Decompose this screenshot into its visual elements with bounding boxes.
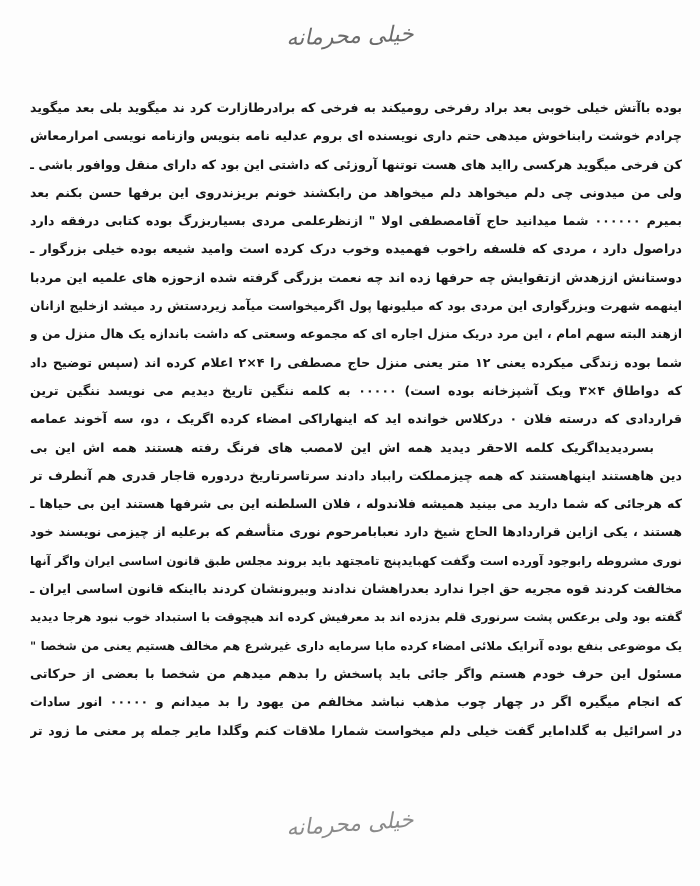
text-line: نوری مشروطه رابوجود آورده است وگفت کهبایدپنج تامجتهد باید بروند مجلس طبق قانون اساسی ایران واگر آنها	[30, 553, 682, 568]
text-line: بسردیدیداگریک کلمه الاحقر دیدید همه اش این لامصب های فرنگ رفته هستند همه اش این بی	[30, 439, 654, 455]
text-line: اینهمه شهرت وبزرگواری این مردی بود که میلیونها پول اگرمیخواست میآمد زیردستش رد میشد ازخلیج ازانان	[30, 299, 682, 314]
text-line: ازهند البته سهم امام ، این مرد دریک منزل اجاره ای که مجموعه وسعتی که داشت باندازه یک هال منزل من و	[30, 327, 682, 342]
text-line: که انجام میگیره اگر در چهار چوب مذهب نباشد مخالفم من یهود را بد میدانم و ۰۰۰۰۰ انور سادات	[30, 694, 682, 710]
text-line: دراصول دارد ، مردی که فلسفه راخوب فهمیده وخوب درک کرده است وامید شیعه بوده خیلی بزرگوار ـ	[30, 241, 682, 257]
text-line: دین هاهستند اینهاهستند که همه چیزمملکت رابباد دادند سرتاسرتاریخ دردوره قاجار قدری هم آنطرف تر	[30, 467, 682, 483]
text-line: مسئول این حرف خودم هستم واگر جائی باید پاسخش را بدهم میدهم من شخصا با بعضی از حرکاتی	[30, 665, 682, 681]
text-line: در اسرائیل به گلدامایر گفت خیلی دلم میخواست شمارا ملاقات کنم وگلدا مایر جمله پر معنی ما زود تر	[30, 722, 682, 738]
text-line: گفته بود ولی برعکس پشت سرنوری قلم بدزده اند بد معرفیش کرده اند هیچوقت با استبداد خوب نبود هرجا دیدید	[30, 610, 682, 625]
text-line: ولی من میدونی چی دلم میخواهد دلم میخواهد من رابکشند خونم بریزندروی این برفها حسن بکنم بعد	[30, 184, 682, 200]
text-line: هستند ، یکی ازاین قراردادها الحاج شیخ دارد نعبابامرحوم نوری متأسفم که برعلیه از چیزمی نویسند خود	[30, 524, 682, 540]
header-confidential-stamp: خیلی محرمانه	[285, 21, 415, 52]
footer-confidential-stamp: خیلی محرمانه	[285, 807, 415, 842]
text-line: کن فرخی میگوید هرکسی رااید های هست توتنها آروزئی که داشتی این بود که دارای منقل ووافور باشی ـ	[30, 156, 682, 172]
text-line: بوده باآتش خیلی خوبی بعد براد رفرخی رومیکند به فرخی که برادرطازارت کرد ند میگوید بلی بعد میگوید	[30, 100, 682, 115]
text-line: دوستانش اززهدش ازتقوایش چه حرفها زده اند چه نعمت بزرگی گرفته شده ازحوزه های علمیه این مردبا	[30, 269, 682, 285]
text-line: که دواطاق ۴×۳ ویک آشپزخانه بوده است) ۰۰۰۰۰ به کلمه ننگین تاریخ دیدیم می نویسد ننگین ترین	[30, 382, 682, 398]
text-line: چرادم خوشت رابناخوش میدهی حتم داری نویسنده ای بروم عدلیه نامه بنویس وازنامه نویسی امرارمعاش	[30, 128, 682, 144]
text-line: یک موضوعی بنفع بوده آنرایک ملائی امضاء کرده مابا سرمایه داری غیرشرع هم مخالف هستیم یعنی من شخصا "	[30, 638, 682, 653]
text-line: بمیرم ۰۰۰۰۰۰ شما میدانید حاج آقامصطفی اولا " ازنظرعلمی مردی بسیاربزرگ بوده کتابی درفقه دارد	[30, 213, 682, 229]
text-line: که هرجائی که شما دارید می بینید همیشه فلاندوله ، فلان السلطنه این بی شرفها هستند این بی حیاها ـ	[30, 496, 682, 512]
text-line: قراردادی که درسته فلان ۰ درکلاس خوانده اید که اینهاراکی امضاء کرده اگریک ، دو، سه آخوند عمامه	[30, 411, 682, 427]
text-line: مخالفت کردند قوه مجریه حق اجرا ندارد بعدراهشان ندادند وبیرونشان کردند بااینکه قانون اساسی ایران ـ	[30, 581, 682, 597]
text-line: شما بوده زندگی میکرده یعنی ۱۲ متر یعنی منزل حاج مصطفی را ۴×۲ اعلام کرده اند (سپس توضیح داد	[30, 354, 682, 370]
document-body	[30, 94, 682, 745]
